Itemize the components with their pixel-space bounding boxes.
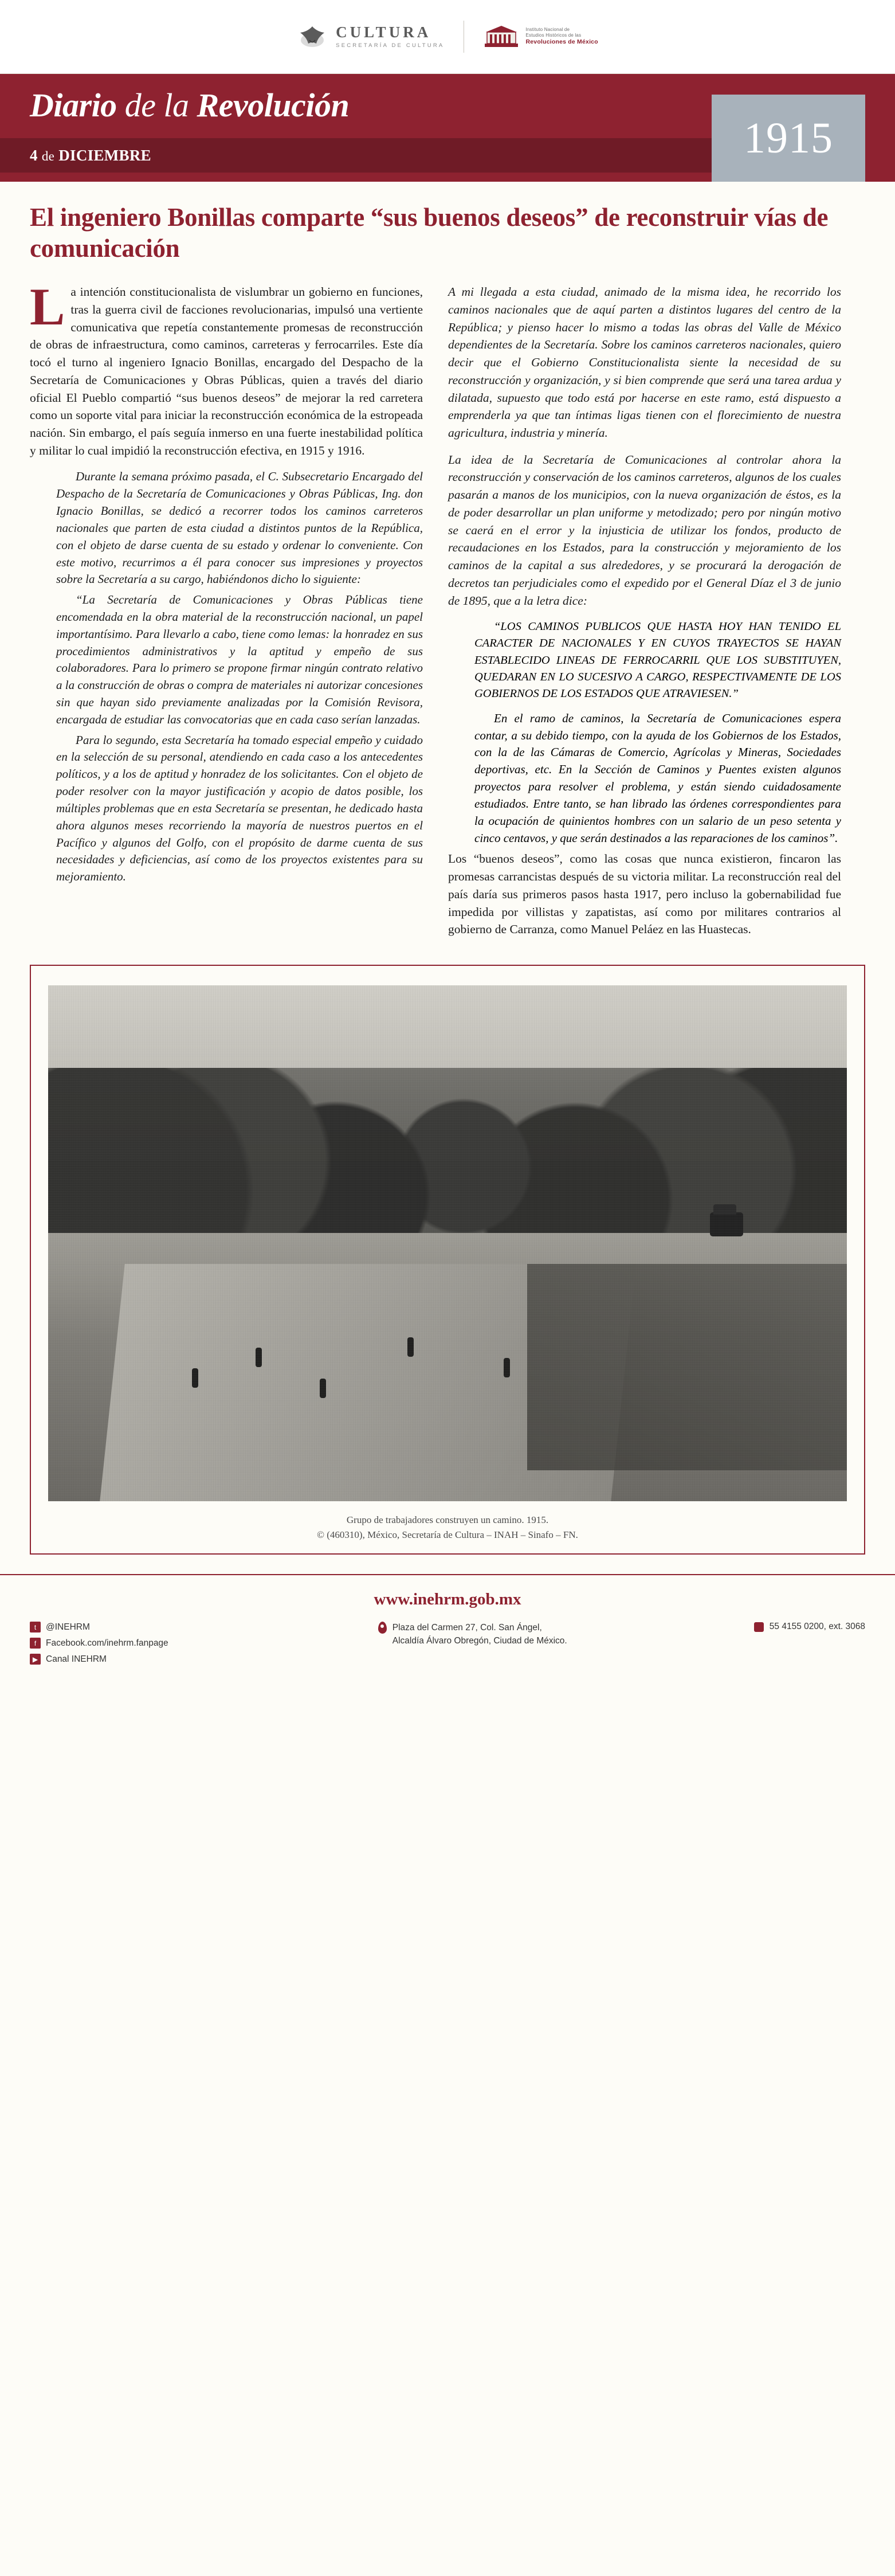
cultura-name: CULTURA (336, 24, 431, 41)
article-content (0, 202, 895, 948)
drop-cap: L (30, 277, 65, 336)
address-text (392, 1622, 567, 1647)
quote-block-right (474, 710, 841, 847)
quote-paragraph-2: “La Secretaría de Comunicaciones y Obras Públicas tiene encomendada en la obra material de la reconstrucción nacional, un papel importantísimo. Para llevarlo a cabo, tiene como lemas: la honradez en sus procedimientos administrativos y la aptitud y empeño de sus colaboradores. Para lo primero se propone firmar ningún contrato relativo a la construcción de obras o compra de materiales ni autorizar concesiones sin que hayan sido previamente analizadas por la Comisión Revisora, encargada de estudiar las convocatorias que en cada caso serían lanzadas. (56, 593, 423, 726)
social-youtube[interactable] (30, 1654, 168, 1665)
social-youtube-label: Canal INEHRM (46, 1654, 107, 1664)
facebook-icon: f (30, 1638, 41, 1649)
right-paragraph-4: Los “buenos deseos”, como las cosas que nunca existieron, fincaron las promesas carrancistas después de su victoria militar. La reconstrucción real del país daría sus primeros pasos hasta 1917, pero incluso la gobernabilidad fue impedida por villistas y zapatistas, así como por militares contrarios al gobierno de Carranza, como Manuel Peláez en las Huastecas. (448, 852, 841, 937)
location-pin-icon (378, 1622, 387, 1634)
issue-day: 4 (30, 146, 38, 164)
column-left (30, 277, 423, 948)
social-links (30, 1622, 168, 1665)
quote-paragraph-1: Durante la semana próximo pasada, el C. Subsecretario Encargado del Despacho de la Secretaría de Comunicaciones y Obras Públicas, Ing. don Ignacio Bonillas, se dedicó a recorrer todos los caminos carreteros nacionales que parten de esta ciudad a distintos puntos de la República, con el objeto de darse cuenta de su estado y ordenar lo conveniente. Con este motivo, recurrimos a él para conocer sus impresiones y proyectos sobre la Secretaría a su cargo, habiéndonos dicho lo siguiente: (56, 469, 423, 586)
address-line-2: Alcaldía Álvaro Obregón, Ciudad de México. (392, 1635, 567, 1646)
inehrm-line3: Revoluciones de México (525, 38, 598, 46)
inehrm-logo (484, 24, 598, 49)
social-facebook-label: Facebook.com/inehrm.fanpage (46, 1638, 168, 1648)
decree-quote: “LOS CAMINOS PUBLICOS QUE HASTA HOY HAN TENIDO EL CARACTER DE NACIONALES Y EN CUYOS TRAYECTOS SE HAYAN ESTABLECIDO LINEAS DE FERROCARRIL QUE LOS SUBSTITUYEN, QUEDARAN EN LO SUCESIVO A CARGO, RESPECTIVAMENTE DE LOS GOBIERNOS DE LOS ESTADOS QUE ATRAVIESEN.” (474, 620, 841, 700)
cultura-wordmark (336, 25, 444, 49)
social-facebook[interactable] (30, 1638, 168, 1649)
issue-month: DICIEMBRE (58, 146, 151, 164)
address-line-1: Plaza del Carmen 27, Col. San Ángel, (392, 1623, 542, 1633)
issue-de: de (41, 148, 55, 163)
twitter-icon: t (30, 1622, 41, 1632)
title-word-diario: Diario (30, 87, 117, 124)
phone-block (754, 1622, 865, 1632)
quote-paragraph-3: Para lo segundo, esta Secretaría ha tomado especial empeño y cuidado en la selección de su personal, atendiendo en cada caso a los antecedentes políticos, y a los de aptitud y honradez de los solicitantes. Con el objeto de poder resolver con la mayor justificación y acopio de datos posible, los múltiples problemas que en esta Secretaría se presentan, he dedicado hasta ahora algunos meses recorriendo la mayoría de nuestros puertos en el Pacífico y algunos del Golfo, con el propósito de darme cuenta de sus necesidades y deficiencias, así como de los proyectos existentes para su mejoramiento. (56, 733, 423, 884)
social-twitter-label: @INEHRM (46, 1622, 90, 1632)
caption-line-2: © (460310), México, Secretaría de Cultura – INAH – Sinafo – FN. (317, 1529, 578, 1540)
photo-caption (48, 1513, 847, 1542)
social-twitter[interactable] (30, 1622, 168, 1632)
inehrm-wordmark (525, 27, 598, 46)
inehrm-line1: Instituto Nacional de (525, 27, 570, 33)
title-connector: de la (116, 87, 197, 124)
address-block (378, 1622, 567, 1647)
cultura-sub: SECRETARÍA DE CULTURA (336, 42, 445, 49)
footer (0, 1574, 895, 1684)
page-title: El ingeniero Bonillas comparte “sus buenos deseos” de reconstruir vías de comunicación (30, 203, 829, 263)
right-paragraph-1: A mi llegada a esta ciudad, animado de la misma idea, he recorrido los caminos nacionales que de aquí parten a distintos lugares del centro de la República; y pienso hacer lo mismo a todas las obras del Valle de México dependientes de la Secretaría. Sobre los caminos carreteros nacionales, quiero decir que el Gobierno Constitucionalista siente la necesidad de su reconstrucción y organización, y si bien comprende que será una tarea ardua y dilatada, supuesto que todo está por hacerse en este ramo, está dispuesto a emprenderla ya que tan íntimas ligas tienen con el florecimiento de nuestra agricultura, industria y minería. (448, 285, 841, 440)
lead-paragraph-text: a intención constitucionalista de vislumbrar un gobierno en funciones, tras la guerra civil de facciones revolucionarias, impulsó una vertiente comunicativa que repetía constantemente promesas de reconstrucción de obras de infraestructura, como caminos, carreteras y ferrocarriles. Este día tocó el turno al ingeniero Ignacio Bonillas, encargado del Despacho de la Secretaría de Comunicaciones y Obras Públicas, quien a través del diario oficial El Pueblo compartió “sus buenos deseos” de mejorar la red carretera como un soporte vital para iniciar la reconstrucción económica de la estropeada nación. Sin embargo, el país seguía inmerso en una fuerte inestabilidad política y militar lo cual impidió la reconstrucción efectiva, en 1915 y 1916. (30, 285, 423, 457)
title-word-revolucion: Revolución (197, 87, 350, 124)
eagle-emblem-icon (297, 23, 328, 50)
youtube-icon: ▶ (30, 1654, 41, 1665)
caption-line-1: Grupo de trabajadores construyen un camino. 1915. (346, 1514, 549, 1526)
right-paragraph-3: En el ramo de caminos, la Secretaría de Comunicaciones espera contar, a su debido tiempo, con la ayuda de los Gobiernos de los Estados, con la de las Cámaras de Comercio, Agrícolas y Mineras, Sociedades deportivas, etc. En la Sección de Caminos y Puentes existen algunos proyectos para resolver el problema, y están siendo cuidadosamente estudiados. Entre tanto, se han librado las órdenes correspondientes para la ocupación de quinientos hombres con un salario de un peso setenta y cinco centavos, y que serán destinados a las reparaciones de los caminos”. (474, 711, 841, 845)
masthead (0, 74, 895, 182)
issue-date (30, 147, 151, 165)
two-column-body (30, 277, 865, 948)
year-badge (712, 95, 865, 182)
date-bar (0, 138, 756, 173)
inehrm-line2: Estudios Históricos de las (525, 33, 582, 38)
footer-row (30, 1622, 865, 1665)
website-url[interactable]: www.inehrm.gob.mx (374, 1590, 521, 1609)
column-right (448, 283, 841, 948)
year-value: 1915 (744, 113, 833, 162)
phone-icon (754, 1622, 764, 1632)
lead-paragraph (30, 277, 423, 459)
right-paragraph-2: La idea de la Secretaría de Comunicaciones al controlar ahora la reconstrucción y conservación de los caminos carreteros, algunos de los cuales pasarán a manos de los municipios, con la nueva organización de éstos, es la de poder desarrollar un plan uniforme y metodizado; pero por ningún motivo se caerá en el error y la injusticia de utilizar los fondos, producto de recaudaciones en los Estados, para la construcción y mejoramiento de los caminos de la capital a sus alrededores, y se procurará la derogación de decretos tan perjudiciales como el expedido por el General Díaz el 3 de junio de 1895, que a la letra dice: (448, 452, 841, 608)
inehrm-building-icon (484, 24, 519, 49)
quote-block-left (56, 468, 423, 886)
cultura-logo (297, 23, 444, 50)
photo-film-grain (48, 985, 847, 1501)
phone-number: 55 4155 0200, ext. 3068 (769, 1622, 865, 1632)
historic-photograph (48, 985, 847, 1501)
logo-bar (0, 0, 895, 74)
photo-frame (30, 965, 865, 1555)
